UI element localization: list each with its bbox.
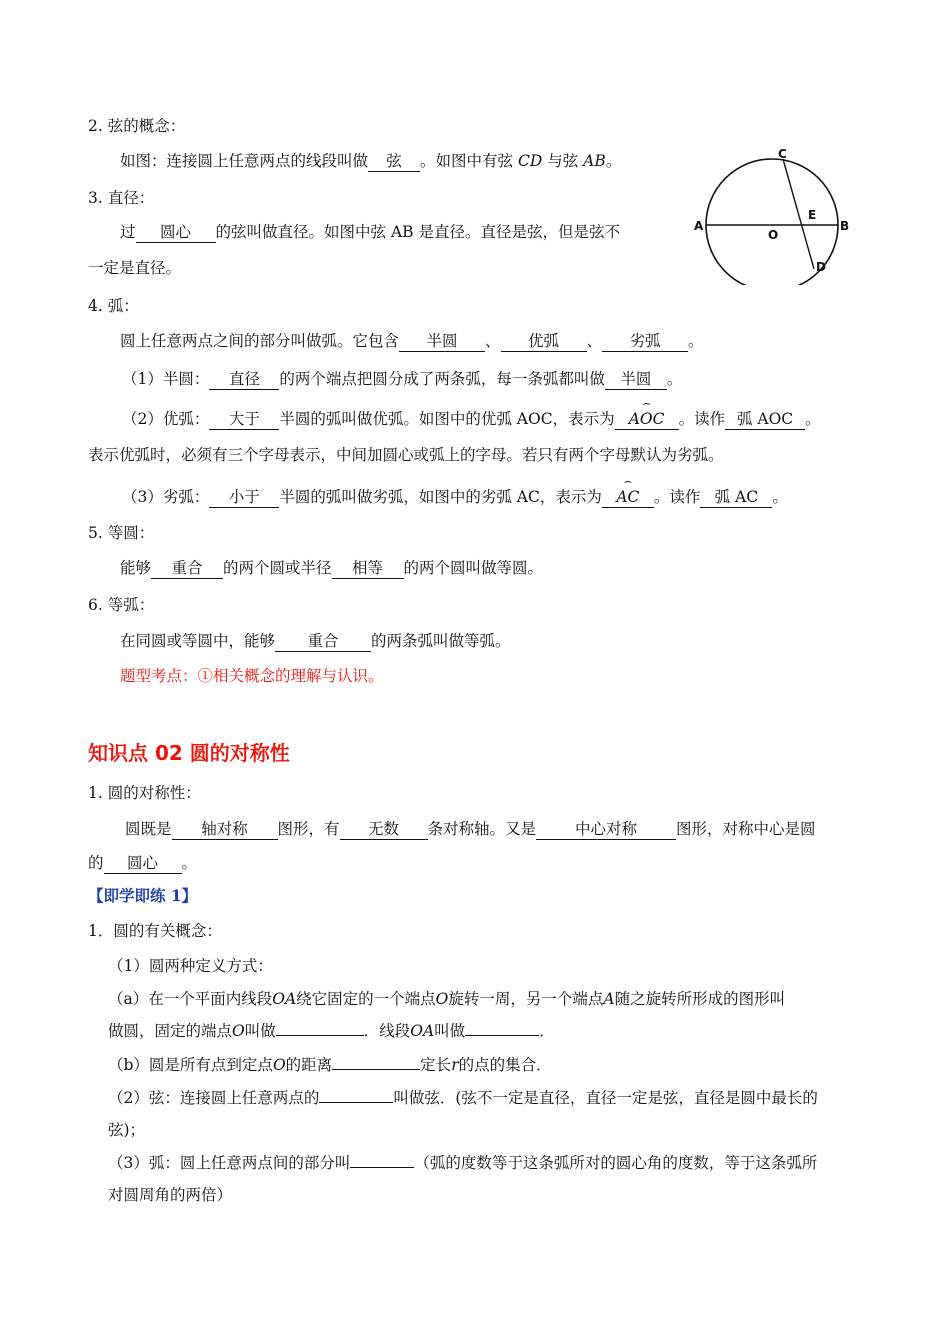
blank-less: 小于 [209,487,279,508]
sec4-p3: （3）劣弧： 小于 半圆的弧叫做劣弧，如图中的劣弧 AC，表示为⌢ AC 。读作 弧 AC 。 [122,486,788,508]
label-E: E [808,208,817,222]
practice-a-line2: 做圆，固定的端点O叫做 ．线段OA叫做 ． [108,1022,555,1040]
sec3-line1: 过 圆心 的弦叫做直径。如图中弦 AB 是直径。直径是弦，但是弦不 [120,223,620,241]
sec4-title: 4. 弧： [88,297,139,315]
sec5-title: 5. 等圆： [88,524,155,542]
practice-question: 1．圆的有关概念： [88,922,222,940]
practice-title: 【即学即练 1】 [88,886,198,905]
kp2-subtitle: 1. 圆的对称性： [88,784,201,802]
kp2-line2: 的 圆心 。 [88,854,198,872]
answer-blank-2[interactable] [465,1035,539,1036]
blank-semicircle: 半圆 [399,331,485,352]
sec3-title: 3. 直径： [88,189,155,207]
blank-center: 圆心 [136,222,216,243]
blank-arc-aoc: ⌢ AOC [615,409,679,430]
blank-equal: 相等 [332,558,404,579]
blank-arc-ac: ⌢ AC [602,487,654,508]
sec4-p2: （2）优弧： 大于 半圆的弧叫做优弧。如图中的优弧 AOC，表示为⌢ AOC 。读作 弧 AOC 。 [122,408,821,430]
sec4-line1: 圆上任意两点之间的部分叫做弧。它包含 半圆 、 优弧 、 劣弧 。 [120,332,704,350]
label-O: O [768,228,779,242]
practice-s1: （1）圆两种定义方式： [108,957,273,975]
blank-greater: 大于 [209,409,279,430]
blank-read-aoc: 弧 AOC [725,409,805,430]
blank-central: 中心对称 [536,819,676,840]
kp2-heading: 知识点 02 圆的对称性 [88,741,290,765]
answer-blank-3[interactable] [332,1069,420,1070]
practice-b: （b）圆是所有点到定点O的距离 定长r的点的集合． [108,1056,552,1074]
sec2-line1: 如图：连接圆上任意两点的线段叫做 弦 。如图中有弦 CD 与弦 AB。 [120,152,622,170]
sec5-line1: 能够 重合 的两个圆或半径 相等 的两个圆叫做等圆。 [120,559,544,577]
practice-d-line2: 对圆周角的两倍） [108,1186,233,1204]
answer-blank-5[interactable] [350,1167,414,1168]
sec4-p2-line2: 表示优弧时，必须有三个字母表示，中间加圆心或弧上的字母。若只有两个字母默认为劣弧。 [88,446,724,464]
blank-axial: 轴对称 [172,819,278,840]
answer-blank-4[interactable] [319,1102,393,1103]
sec6-line1: 在同圆或等圆中，能够 重合 的两条弧叫做等弧。 [120,632,511,650]
label-B: B [840,219,850,233]
blank-read-ac: 弧 AC [700,487,772,508]
blank-infinite: 无数 [340,819,428,840]
label-A: A [694,219,704,233]
practice-c-line2: 弦)； [108,1121,146,1139]
answer-blank-1[interactable] [276,1035,364,1036]
blank-coincide-2: 重合 [275,631,371,652]
label-C: C [778,147,787,161]
blank-semicircle-2: 半圆 [605,369,667,390]
blank-chord: 弦 [368,151,420,172]
practice-c-line1: （2）弦：连接圆上任意两点的 叫做弦．(弦不一定是直径，直径一定是弦，直径是圆中最长的 [108,1089,818,1107]
sec4-p1: （1）半圆： 直径 的两个端点把圆分成了两条弧，每一条弧都叫做 半圆 。 [122,370,683,388]
blank-coincide: 重合 [151,558,223,579]
exam-point-note: 题型考点：①相关概念的理解与认识。 [120,667,384,685]
kp2-line1: 圆既是 轴对称 图形，有 无数 条对称轴。又是 中心对称 图形，对称中心是圆 [125,820,816,838]
blank-diameter: 直径 [209,369,279,390]
blank-center-2: 圆心 [104,853,182,874]
label-D: D [816,260,826,274]
sec3-line2: 一定是直径。 [88,259,182,277]
blank-minor-arc: 劣弧 [602,331,688,352]
sec2-title: 2. 弦的概念： [88,117,186,135]
sec6-title: 6. 等弧： [88,596,155,614]
practice-a-line1: （a）在一个平面内线段OA绕它固定的一个端点O旋转一周，另一个端点A随之旋转所形成的图形叫 [108,990,786,1008]
circle-figure [692,145,852,285]
blank-major-arc: 优弧 [501,331,587,352]
practice-d-line1: （3）弧：圆上任意两点间的部分叫 （弧的度数等于这条弧所对的圆心角的度数，等于这条弧所 [108,1154,818,1172]
